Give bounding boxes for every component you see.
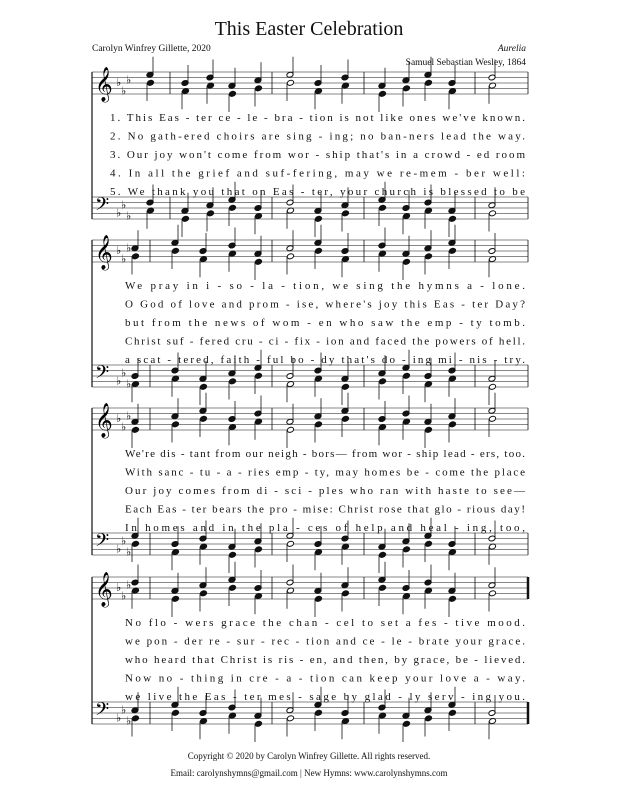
note-head <box>489 383 497 390</box>
note-head <box>489 590 497 597</box>
flat-icon: ♭ <box>126 241 132 255</box>
flat-icon: ♭ <box>121 589 127 603</box>
lyric-line: 3. Our joy won't come from wor - ship that's in a crowd - ed room <box>110 149 525 161</box>
note-head <box>132 715 140 722</box>
flat-icon: ♭ <box>116 374 122 388</box>
flat-icon: ♭ <box>116 76 122 89</box>
treble-clef-icon: 𝄞 <box>95 235 113 270</box>
note-head <box>172 595 180 602</box>
note-head <box>200 383 208 390</box>
note-head <box>287 426 295 433</box>
bass-clef-icon: 𝄢 <box>95 362 110 388</box>
lyric-line: Now no - thing in cre - a - tion can keep your love a - way. <box>125 672 525 685</box>
flat-icon: ♭ <box>121 534 127 548</box>
flat-icon: ♭ <box>126 545 132 559</box>
note-head <box>132 253 140 260</box>
note-head <box>449 421 457 428</box>
note-head <box>255 85 263 92</box>
note-head <box>379 584 387 591</box>
note-head <box>200 590 208 597</box>
lyric-line: 5. We thank you that on Eas - ter, your church is blessed to be <box>110 186 526 198</box>
note-head <box>255 546 263 553</box>
flat-icon: ♭ <box>126 578 132 592</box>
note-head <box>425 540 433 547</box>
note-head <box>425 715 433 722</box>
flat-icon: ♭ <box>121 84 127 98</box>
flat-icon: ♭ <box>126 714 132 728</box>
note-head <box>403 85 411 92</box>
lyric-line: Christ suf - fered cru - ci - fix - ion and faced the powers of hell. <box>125 335 526 348</box>
bass-clef-icon: 𝄢 <box>95 530 110 556</box>
flat-icon: ♭ <box>126 409 132 423</box>
copyright-notice: Copyright © 2020 by Carolyn Winfrey Gillette. All rights reserved. <box>187 751 431 761</box>
lyric-line: we live the Eas - ter mes - sage by glad - ly serv - ing you. <box>125 691 526 703</box>
note-head <box>379 378 387 385</box>
bass-clef-icon: 𝄢 <box>95 194 110 220</box>
note-head <box>287 540 295 547</box>
note-head <box>287 715 295 722</box>
note-head <box>315 709 323 716</box>
flat-icon: ♭ <box>126 73 132 87</box>
note-head <box>379 204 387 211</box>
lyric-line: a scat - tered, faith - ful bo - dy that's do - ing mi - nis - try. <box>125 354 526 366</box>
flat-icon: ♭ <box>121 420 127 434</box>
note-head <box>132 540 140 547</box>
note-head <box>315 421 323 428</box>
flat-icon: ♭ <box>126 209 132 223</box>
note-head <box>172 247 180 254</box>
note-head <box>315 215 323 222</box>
note-head <box>403 546 411 553</box>
flat-icon: ♭ <box>116 244 122 257</box>
lyric-line: With sanc - tu - a - ries emp - ty, may homes be - come the place <box>125 466 525 479</box>
note-head <box>207 210 215 217</box>
lyric-line: 1. This Eas - ter ce - le - bra - tion is not like ones we've known. <box>110 112 525 124</box>
note-head <box>315 595 323 602</box>
lyric-line: O God of love and prom - ise, where's joy this Eas - ter Day? <box>125 298 526 311</box>
text-author: Carolyn Winfrey Gillette, 2020 <box>92 44 211 54</box>
flat-icon: ♭ <box>121 366 127 380</box>
note-head <box>379 551 387 558</box>
note-head <box>229 378 237 385</box>
treble-clef-icon: 𝄞 <box>95 572 113 607</box>
lyric-line: We pray in i - so - la - tion, we sing the hymns a - lone. <box>125 280 525 292</box>
treble-clef-icon: 𝄞 <box>95 67 113 102</box>
flat-icon: ♭ <box>116 711 122 725</box>
flat-icon: ♭ <box>126 377 132 391</box>
note-head <box>182 215 190 222</box>
note-head <box>229 551 237 558</box>
flat-icon: ♭ <box>121 252 127 266</box>
tune-name: Aurelia <box>497 44 526 54</box>
note-head <box>403 720 411 727</box>
flat-icon: ♭ <box>116 581 122 594</box>
note-head <box>425 426 433 433</box>
lyric-line: we pon - der re - sur - rec - tion and ce - le - brate your grace. <box>125 635 525 648</box>
note-head <box>287 253 295 260</box>
note-head <box>379 90 387 97</box>
note-head <box>342 383 350 390</box>
hymn-title: This Easter Celebration <box>214 18 404 40</box>
note-head <box>449 215 457 222</box>
note-head <box>342 415 350 422</box>
note-head <box>489 415 497 422</box>
note-head <box>425 253 433 260</box>
note-head <box>229 584 237 591</box>
contact-line: Email: carolynshymns@gmail.com | New Hymns: www.carolynshymns.com <box>170 768 448 778</box>
note-head <box>449 595 457 602</box>
flat-icon: ♭ <box>121 703 127 717</box>
note-head <box>147 79 155 86</box>
lyric-line: No flo - wers grace the chan - cel to set a fes - tive mood. <box>125 617 526 629</box>
note-head <box>287 79 295 86</box>
note-head <box>449 709 457 716</box>
lyric-line: 2. No gath-ered choirs are sing - ing; no ban-ners lead the way. <box>110 130 525 143</box>
flat-icon: ♭ <box>121 198 127 212</box>
lyric-line: 4. In all the grief and suf-fering, may we re-mem - ber well: <box>110 167 525 180</box>
note-head <box>449 247 457 254</box>
bass-clef-icon: 𝄢 <box>95 699 110 725</box>
lyric-line: but from the news of wom - en who saw the emp - ty tomb. <box>125 317 526 329</box>
note-head <box>425 79 433 86</box>
lyric-line: In homes and in the pla - ces of help and heal - ing, too, <box>125 522 525 534</box>
note-head <box>229 204 237 211</box>
lyric-line: Each Eas - ter bears the pro - mise: Christ rose that glo - rious day! <box>125 503 525 516</box>
note-head <box>342 590 350 597</box>
note-head <box>489 210 497 217</box>
note-head <box>255 258 263 265</box>
note-head <box>172 421 180 428</box>
flat-icon: ♭ <box>116 412 122 425</box>
note-head <box>255 372 263 379</box>
lyric-line: who heard that Christ is ris - en, and then, by grace, be - lieved. <box>125 654 526 666</box>
note-head <box>403 258 411 265</box>
note-head <box>255 720 263 727</box>
flat-icon: ♭ <box>116 206 122 220</box>
note-head <box>315 247 323 254</box>
note-head <box>229 90 237 97</box>
flat-icon: ♭ <box>116 542 122 556</box>
treble-clef-icon: 𝄞 <box>95 403 113 438</box>
tune-composer: Samuel Sebastian Wesley, 1864 <box>405 58 526 68</box>
note-head <box>200 415 208 422</box>
note-head <box>172 709 180 716</box>
note-head <box>132 426 140 433</box>
note-head <box>403 372 411 379</box>
lyric-line: Our joy comes from di - sci - ples who ran with haste to see— <box>125 485 525 497</box>
lyric-line: We're dis - tant from our neigh - bors— from wor - ship lead - ers, too. <box>125 448 525 460</box>
note-head <box>342 210 350 217</box>
